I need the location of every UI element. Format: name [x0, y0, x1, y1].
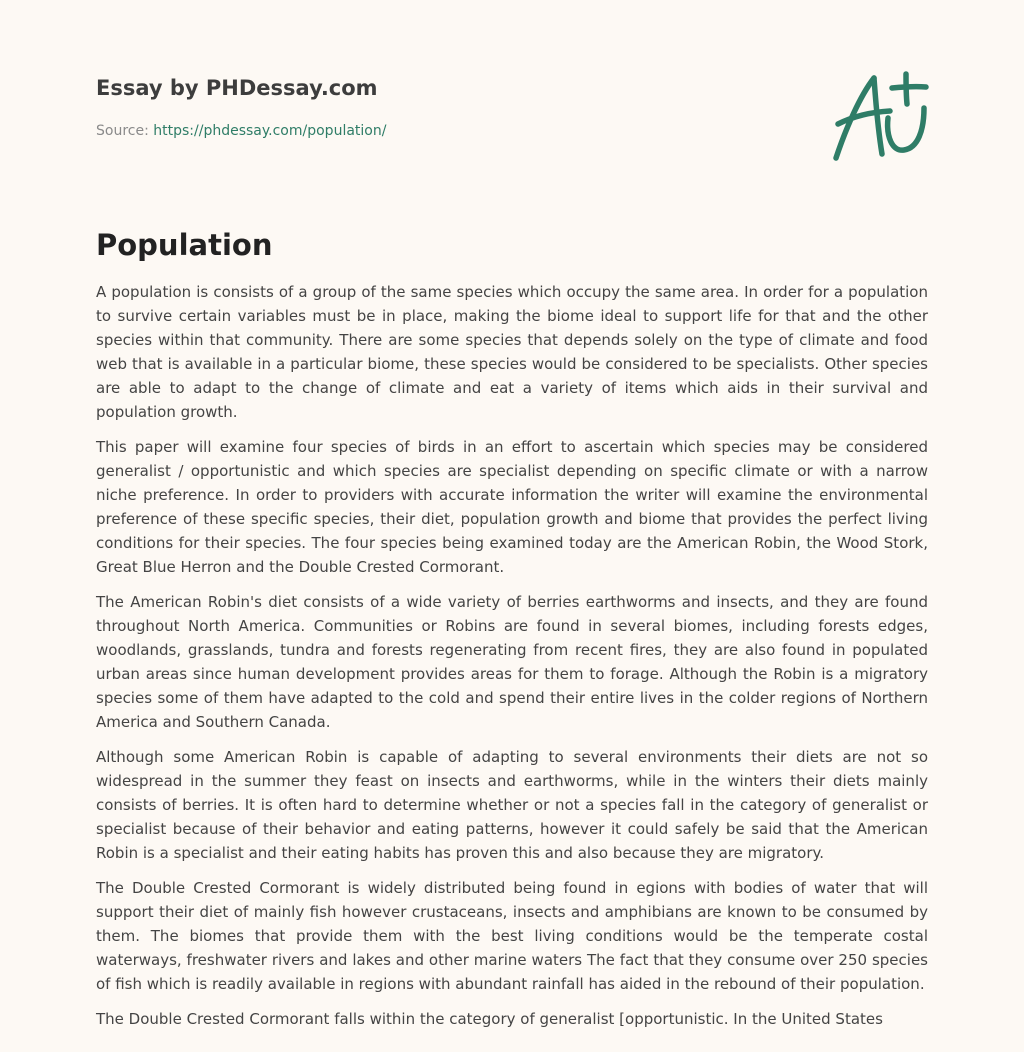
paragraph: Although some American Robin is capable of adapting to several environments their diets are not so widespread in the summer they feast on insects and earthworms, while in the winters their diets mainly consists of berries. It is often hard to determine whether or not a species fall in the category of generalist or specialist because of their behavior and eating patterns, however it could safely be said that the American Robin is a specialist and their eating habits has proven this and also because they are migratory. [96, 748, 928, 862]
source-link[interactable]: https://phdessay.com/population/ [153, 123, 387, 139]
source-label: Source: [96, 123, 154, 139]
paragraph: A population is consists of a group of the same species which occupy the same area. In order for a population to survive certain variables must be in place, making the biome ideal to support life for that and the other species within that community. There are some species that depends solely on the type of climate and food web that is available in a particular biome, these species would be considered to be specialists. Other species are able to adapt to the change of climate and eat a variety of items which aids in their survival and population growth. [96, 283, 928, 421]
paragraph: The American Robin's diet consists of a wide variety of berries earthworms and insects, and they are found throughout North America. Communities or Robins are found in several biomes, including forests edges, woodlands, grasslands, tundra and forests regenerating from recent fires, they are also found in populated urban areas since human development provides areas for them to forage. Although the Robin is a migratory species some of them have adapted to the cold and spend their entire lives in the colder regions of Northern America and Southern Canada. [96, 593, 928, 731]
source-line [96, 123, 386, 139]
site-title: Essay by PHDessay.com [96, 76, 378, 100]
a-plus-logo-icon [828, 66, 932, 166]
essay-body [96, 280, 928, 1031]
document-title: Population [96, 228, 273, 262]
paragraph: This paper will examine four species of birds in an effort to ascertain which species may be considered generalist / opportunistic and which species are specialist depending on specific climate or with a narrow niche preference. In order to providers with accurate information the writer will examine the environmental preference of these specific species, their diet, population growth and biome that provides the perfect living conditions for their species. The four species being examined today are the American Robin, the Wood Stork, Great Blue Herron and the Double Crested Cormorant. [96, 438, 928, 576]
paragraph: The Double Crested Cormorant is widely distributed being found in egions with bodies of water that will support their diet of mainly fish however crustaceans, insects and amphibians are known to be consumed by them. The biomes that provide them with the best living conditions would be the temperate costal waterways, freshwater rivers and lakes and other marine waters The fact that they consume over 250 species of fish which is readily available in regions with abundant rainfall has aided in the rebound of their population. [96, 879, 928, 993]
paragraph: The Double Crested Cormorant falls within the category of generalist [opportunistic. In the United States [96, 1010, 883, 1028]
page-header [96, 0, 928, 200]
